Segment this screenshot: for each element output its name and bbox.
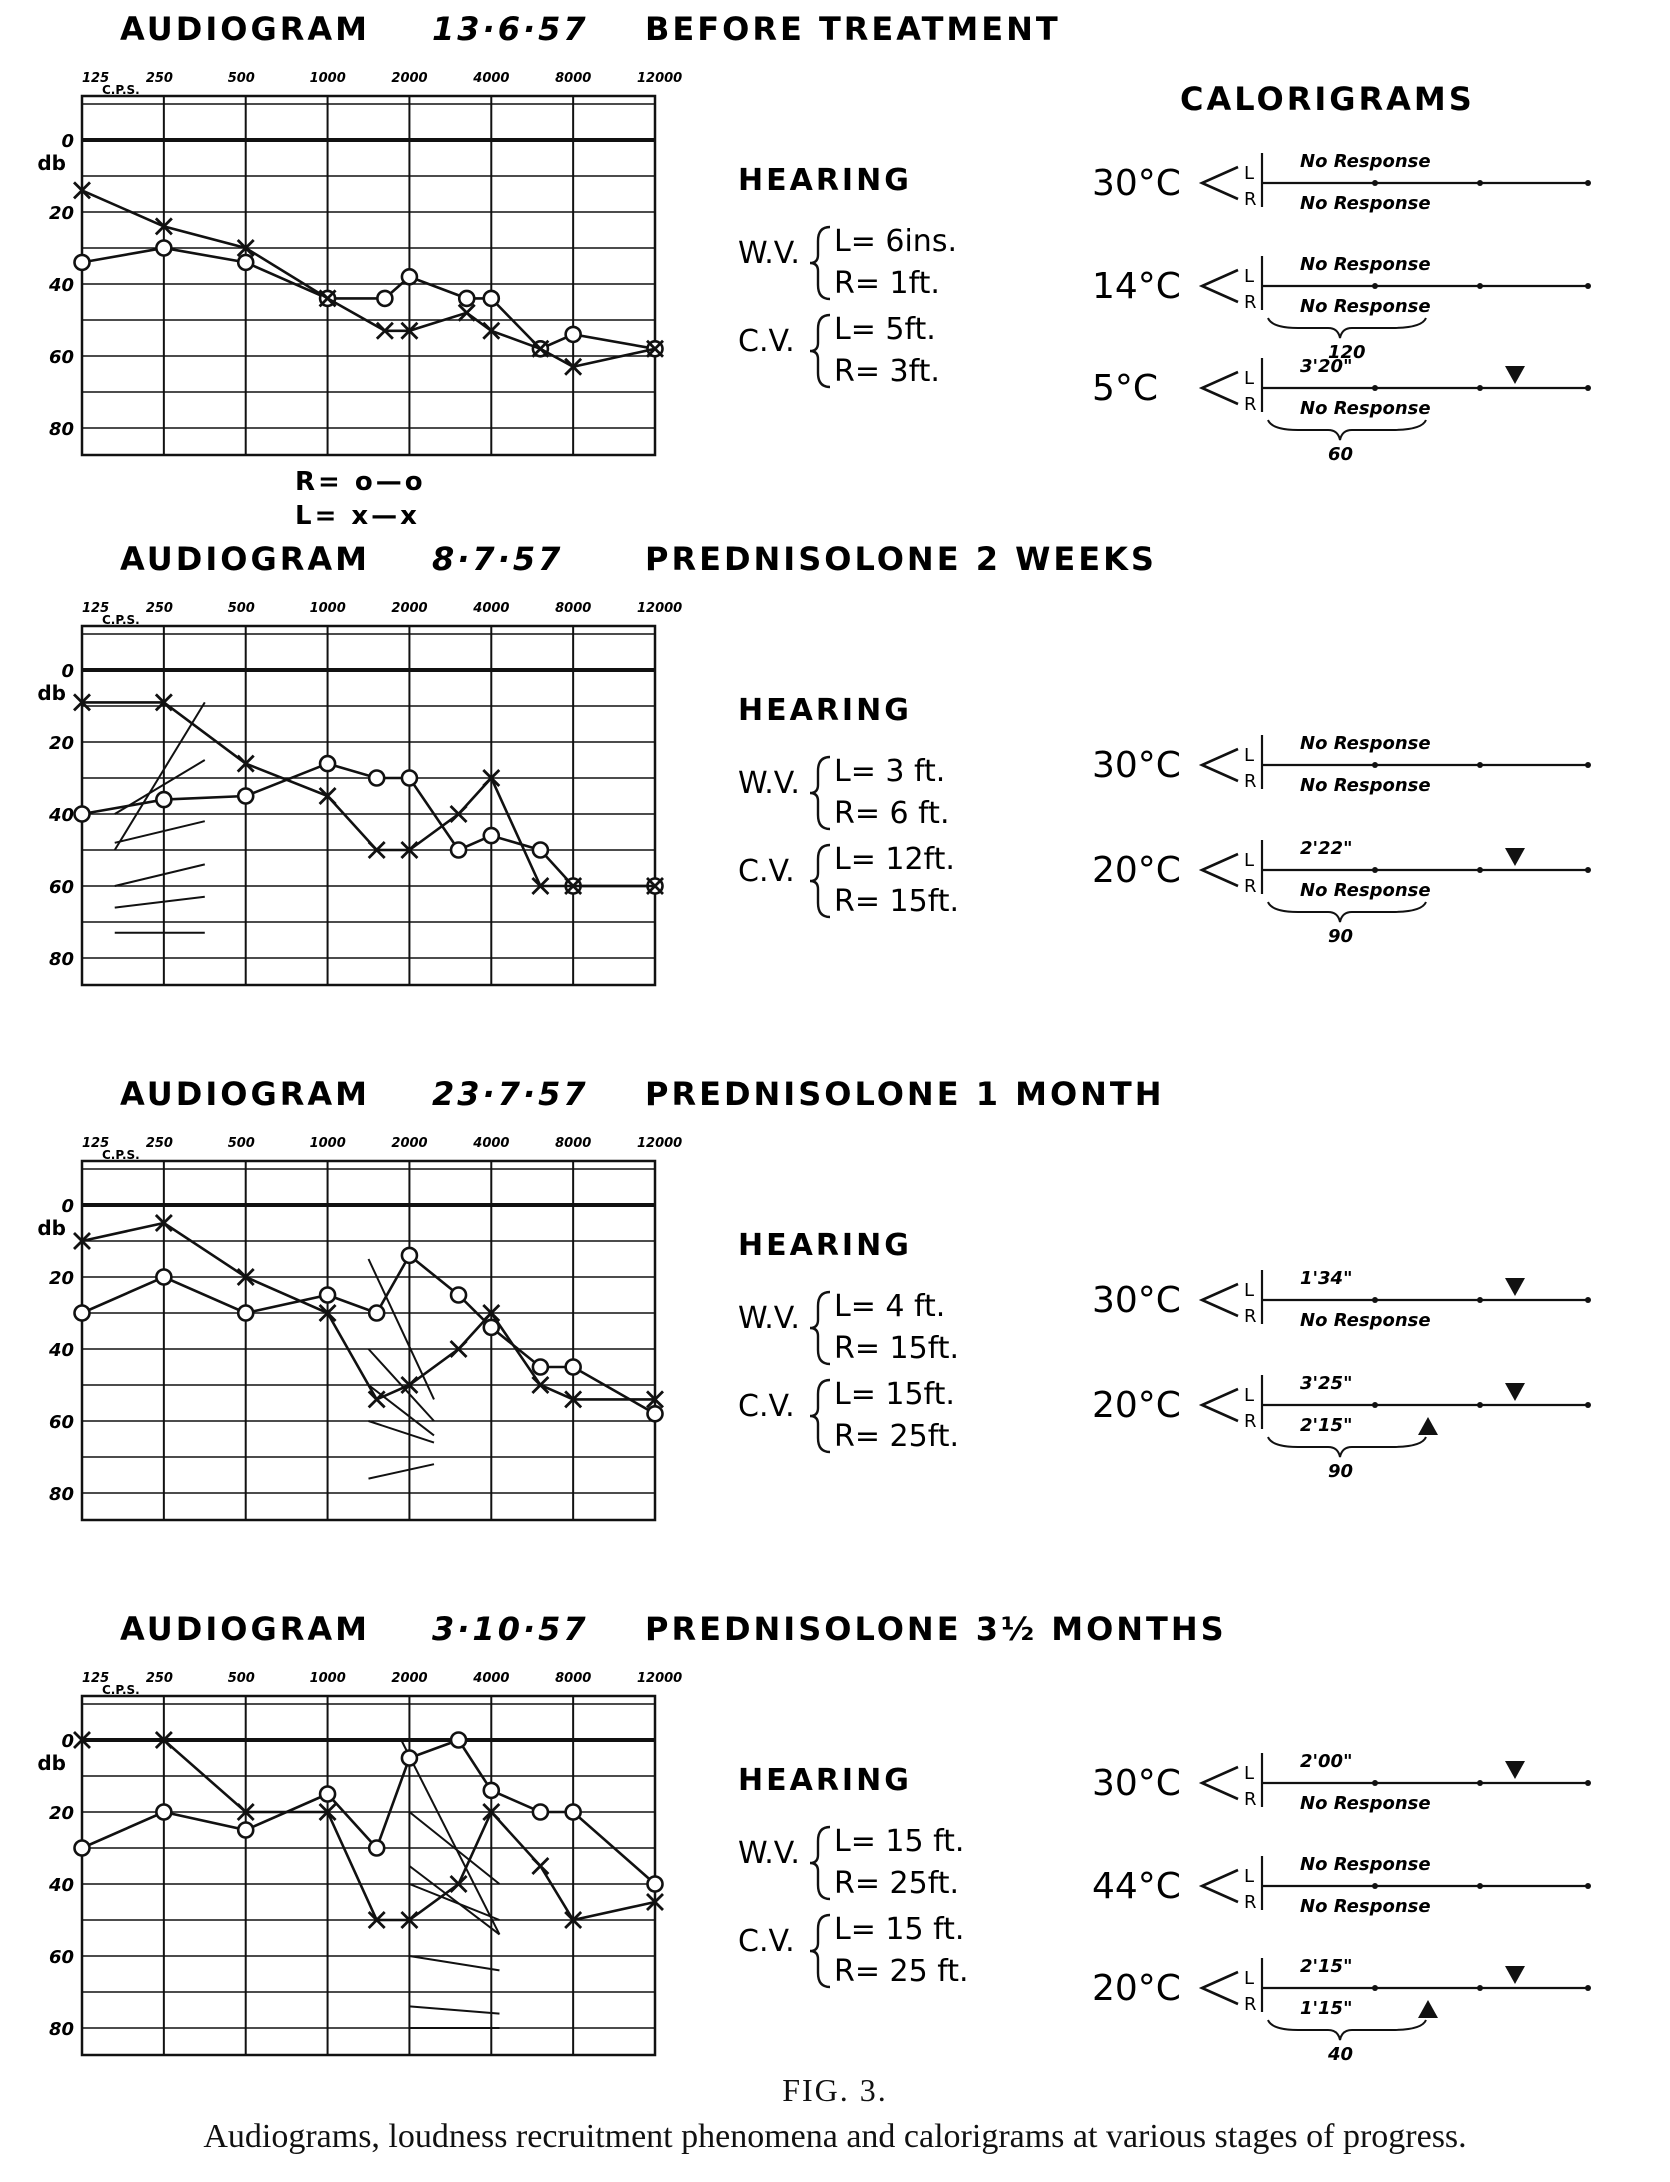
y-tick-label: 20 (48, 203, 74, 224)
x-tick-label: 500 (227, 601, 255, 616)
y-tick-label: 20 (48, 733, 74, 754)
data-point-right (459, 291, 474, 306)
calorigram-left-text: No Response (1300, 151, 1431, 172)
grid-frame (82, 1161, 655, 1520)
timeline-dot (1372, 1985, 1378, 1991)
data-point-right (533, 843, 548, 858)
arrow-down-icon (1505, 366, 1525, 384)
brace (810, 227, 830, 299)
calorigram-right-text: No Response (1300, 296, 1431, 317)
calorigram-row (1092, 356, 1591, 465)
grid-frame (82, 1696, 655, 2055)
cv-right-value: R= 25 ft. (834, 1954, 969, 1989)
calorigram-right-text: No Response (1300, 775, 1431, 796)
audiogram-date: 13·6·57 (432, 10, 589, 48)
wv-label: W.V. (738, 1301, 800, 1336)
calorigram-left-text: 3'25" (1300, 1373, 1353, 1394)
cv-label: C.V. (738, 1924, 795, 1959)
y-tick-label: 0 (61, 131, 74, 152)
calorigram-left-text: No Response (1300, 733, 1431, 754)
calorigram-temperature: 20°C (1092, 1968, 1181, 2009)
y-tick-label: 80 (48, 1484, 74, 1505)
cv-left-value: L= 15ft. (834, 1377, 955, 1412)
cv-label: C.V. (738, 324, 795, 359)
brace (810, 1915, 830, 1987)
calorigram-row (1092, 1268, 1591, 1331)
brace (810, 315, 830, 387)
calorigram-row (1092, 1956, 1591, 2065)
under-brace (1268, 902, 1426, 922)
data-point-right (451, 843, 466, 858)
audiogram-date: 3·10·57 (432, 1610, 589, 1648)
audiogram-date: 8·7·57 (432, 540, 564, 578)
wv-right-value: R= 6 ft. (834, 796, 950, 831)
audiogram-stage: PREDNISOLONE 1 MONTH (645, 1075, 1165, 1113)
y-tick-label: 40 (48, 275, 74, 296)
recruitment-line (115, 702, 205, 850)
timeline-dot (1585, 1780, 1591, 1786)
data-point-right (533, 1805, 548, 1820)
ear-label-r: R (1244, 1306, 1257, 1327)
data-point-right (238, 255, 253, 270)
cv-right-value: R= 3ft. (834, 354, 940, 389)
calorigram-right-text: No Response (1300, 193, 1431, 214)
series-line-L (82, 1740, 655, 1920)
data-point-left (369, 1391, 385, 1407)
audiogram-stage: PREDNISOLONE 2 WEEKS (645, 540, 1157, 578)
arrow-down-icon (1505, 1966, 1525, 1984)
cv-right-value: R= 15ft. (834, 884, 960, 919)
calorigram-temperature: 30°C (1092, 163, 1181, 204)
brace (810, 1380, 830, 1452)
data-point-right (377, 291, 392, 306)
angle-bracket (1202, 749, 1238, 781)
data-point-right (648, 1877, 663, 1892)
calorigram-row (1092, 838, 1591, 947)
calorigram-left-text: No Response (1300, 1854, 1431, 1875)
timeline-dot (1477, 385, 1483, 391)
calorigram-left-text: 2'22" (1300, 838, 1353, 859)
y-tick-label: 80 (48, 2019, 74, 2040)
arrow-down-icon (1505, 1383, 1525, 1401)
x-tick-label: 500 (227, 71, 255, 86)
data-point-right (156, 1805, 171, 1820)
calorigram-right-text: No Response (1300, 880, 1431, 901)
wv-right-value: R= 15ft. (834, 1331, 960, 1366)
data-point-right (238, 1823, 253, 1838)
audiogram-panel-3 (37, 1075, 1591, 1520)
timeline-dot (1372, 867, 1378, 873)
timeline-dot (1372, 1883, 1378, 1889)
brace (810, 1827, 830, 1899)
x-tick-label: 500 (227, 1671, 255, 1686)
x-tick-label: 4000 (473, 601, 510, 616)
under-brace (1268, 1437, 1426, 1457)
angle-bracket (1202, 372, 1238, 404)
timeline-dot (1585, 180, 1591, 186)
recruitment-line (369, 1421, 434, 1443)
calorigram-left-text: 3'20" (1300, 356, 1353, 377)
audiogram-panel-4 (37, 1610, 1591, 2065)
calorigram-row (1092, 151, 1591, 214)
data-point-right (75, 1306, 90, 1321)
ear-label-r: R (1244, 1411, 1257, 1432)
recruitment-line (115, 821, 205, 843)
arrow-up-icon (1418, 2000, 1438, 2018)
data-point-right (156, 792, 171, 807)
x-tick-label: 4000 (473, 1671, 510, 1686)
calorigram-row (1092, 1854, 1591, 1917)
brace (810, 1292, 830, 1364)
cv-left-value: L= 5ft. (834, 312, 936, 347)
wv-label: W.V. (738, 236, 800, 271)
data-point-right (566, 327, 581, 342)
arrow-up-icon (1418, 1417, 1438, 1435)
y-tick-label: 0 (61, 1731, 74, 1752)
angle-bracket (1202, 167, 1238, 199)
x-tick-label: 125 (82, 1136, 110, 1151)
data-point-right (484, 291, 499, 306)
audiogram-title: AUDIOGRAM (120, 1610, 370, 1648)
calorigram-duration-below: 90 (1328, 926, 1354, 947)
calorigram-temperature: 14°C (1092, 266, 1181, 307)
recruitment-line (409, 2006, 499, 2013)
wv-label: W.V. (738, 1836, 800, 1871)
y-tick-label: 0 (61, 1196, 74, 1217)
x-tick-label: 8000 (555, 1136, 592, 1151)
timeline-dot (1477, 1780, 1483, 1786)
calorigram-left-text: 2'15" (1300, 1956, 1353, 1977)
calorigram-right-text: No Response (1300, 1310, 1431, 1331)
calorigram-right-text: 2'15" (1300, 1415, 1353, 1436)
calorigram-row (1092, 1751, 1591, 1814)
x-tick-label: 8000 (555, 601, 592, 616)
timeline-dot (1477, 1402, 1483, 1408)
x-tick-label: 12000 (637, 1136, 683, 1151)
recruitment-line (115, 864, 205, 886)
calorigram-left-text: 1'34" (1300, 1268, 1353, 1289)
figure-label: FIG. 3. (782, 2072, 888, 2108)
calorigram-row (1092, 1373, 1591, 1482)
y-tick-label: 60 (48, 1947, 74, 1968)
y-tick-label: 80 (48, 419, 74, 440)
calorigram-temperature: 44°C (1092, 1866, 1181, 1907)
calorigram-duration-below: 40 (1328, 2044, 1354, 2065)
calorigram-temperature: 30°C (1092, 1280, 1181, 1321)
ear-label-r: R (1244, 771, 1257, 792)
y-unit-label: db (37, 1216, 66, 1240)
timeline-dot (1372, 385, 1378, 391)
audiogram-panel-1 (37, 10, 1591, 465)
ear-label-l: L (1244, 163, 1255, 184)
grid-frame (82, 96, 655, 455)
data-point-right (402, 1248, 417, 1263)
data-point-right (648, 1406, 663, 1421)
data-point-right (566, 1805, 581, 1820)
data-point-right (533, 1360, 548, 1375)
timeline-dot (1477, 867, 1483, 873)
data-point-right (320, 1787, 335, 1802)
x-tick-label: 2000 (391, 601, 428, 616)
cv-left-value: L= 12ft. (834, 842, 955, 877)
cv-label: C.V. (738, 854, 795, 889)
x-tick-label: 250 (145, 71, 173, 86)
timeline-dot (1372, 1297, 1378, 1303)
timeline-dot (1477, 1297, 1483, 1303)
x-tick-label: 500 (227, 1136, 255, 1151)
timeline-dot (1585, 283, 1591, 289)
ear-label-r: R (1244, 876, 1257, 897)
x-tick-label: 12000 (637, 71, 683, 86)
data-point-right (484, 828, 499, 843)
x-tick-label: 125 (82, 601, 110, 616)
data-point-right (238, 789, 253, 804)
cv-label: C.V. (738, 1389, 795, 1424)
y-tick-label: 60 (48, 347, 74, 368)
data-point-right (566, 1360, 581, 1375)
y-tick-label: 80 (48, 949, 74, 970)
y-tick-label: 60 (48, 877, 74, 898)
calorigram-right-text: No Response (1300, 1793, 1431, 1814)
data-point-right (156, 1270, 171, 1285)
data-point-right (484, 1783, 499, 1798)
x-tick-label: 2000 (391, 1136, 428, 1151)
data-point-right (75, 807, 90, 822)
x-tick-label: 8000 (555, 71, 592, 86)
timeline-dot (1585, 1985, 1591, 1991)
timeline-dot (1585, 867, 1591, 873)
x-tick-label: 8000 (555, 1671, 592, 1686)
angle-bracket (1202, 1389, 1238, 1421)
under-brace (1268, 2020, 1426, 2040)
x-tick-label: 125 (82, 71, 110, 86)
ear-label-l: L (1244, 266, 1255, 287)
ear-label-l: L (1244, 1866, 1255, 1887)
timeline-dot (1585, 1402, 1591, 1408)
audiogram-title: AUDIOGRAM (120, 1075, 370, 1113)
data-point-right (369, 1306, 384, 1321)
data-point-right (75, 1841, 90, 1856)
data-point-left (532, 1858, 548, 1874)
y-tick-label: 40 (48, 1875, 74, 1896)
angle-bracket (1202, 854, 1238, 886)
ear-label-l: L (1244, 850, 1255, 871)
y-unit-label: db (37, 1751, 66, 1775)
timeline-dot (1372, 762, 1378, 768)
audiogram-date: 23·7·57 (432, 1075, 589, 1113)
timeline-dot (1477, 1883, 1483, 1889)
timeline-dot (1585, 1297, 1591, 1303)
timeline-dot (1585, 385, 1591, 391)
wv-label: W.V. (738, 766, 800, 801)
data-point-right (75, 255, 90, 270)
calorigram-left-text: 2'00" (1300, 1751, 1353, 1772)
data-point-right (402, 1751, 417, 1766)
calorigram-temperature: 20°C (1092, 1385, 1181, 1426)
ear-label-l: L (1244, 1968, 1255, 1989)
x-tick-label: 250 (145, 1136, 173, 1151)
y-unit-label: db (37, 151, 66, 175)
arrow-down-icon (1505, 1278, 1525, 1296)
data-point-right (320, 1288, 335, 1303)
calorigram-right-text: No Response (1300, 1896, 1431, 1917)
timeline-dot (1477, 180, 1483, 186)
hearing-heading: HEARING (738, 163, 912, 198)
data-point-right (156, 241, 171, 256)
calorigram-temperature: 20°C (1092, 850, 1181, 891)
cv-left-value: L= 15 ft. (834, 1912, 965, 1947)
timeline-dot (1477, 762, 1483, 768)
data-point-right (451, 1288, 466, 1303)
under-brace (1268, 420, 1426, 440)
x-tick-label: 2000 (391, 1671, 428, 1686)
x-unit-label: C.P.S. (102, 1683, 140, 1697)
angle-bracket (1202, 1767, 1238, 1799)
ear-label-l: L (1244, 1280, 1255, 1301)
calorigram-duration-below: 120 (1328, 342, 1366, 363)
wv-left-value: L= 6ins. (834, 224, 957, 259)
recruitment-line (115, 897, 205, 908)
calorigram-right-text: No Response (1300, 398, 1431, 419)
x-unit-label: C.P.S. (102, 83, 140, 97)
arrow-down-icon (1505, 848, 1525, 866)
angle-bracket (1202, 270, 1238, 302)
legend-left: L= x—x (295, 501, 420, 531)
calorigram-left-text: No Response (1300, 254, 1431, 275)
wv-right-value: R= 25ft. (834, 1866, 960, 1901)
calorigram-temperature: 30°C (1092, 745, 1181, 786)
ear-label-r: R (1244, 292, 1257, 313)
data-point-right (402, 771, 417, 786)
recruitment-line (409, 1866, 499, 1934)
ear-label-l: L (1244, 1385, 1255, 1406)
ear-label-r: R (1244, 1994, 1257, 2015)
timeline-dot (1372, 1780, 1378, 1786)
x-tick-label: 1000 (309, 601, 346, 616)
audiogram-title: AUDIOGRAM (120, 540, 370, 578)
recruitment-line (401, 1740, 499, 1934)
data-point-right (238, 1306, 253, 1321)
audiogram-panels (37, 10, 1591, 2065)
brace (810, 757, 830, 829)
x-tick-label: 4000 (473, 71, 510, 86)
audiogram-stage: BEFORE TREATMENT (645, 10, 1061, 48)
x-tick-label: 12000 (637, 601, 683, 616)
x-tick-label: 250 (145, 601, 173, 616)
timeline-dot (1477, 1985, 1483, 1991)
timeline-dot (1477, 283, 1483, 289)
calorigram-row (1092, 733, 1591, 796)
legend-right: R= o—o (295, 467, 426, 497)
ear-label-l: L (1244, 368, 1255, 389)
y-tick-label: 20 (48, 1268, 74, 1289)
hearing-heading: HEARING (738, 693, 912, 728)
timeline-dot (1372, 1402, 1378, 1408)
angle-bracket (1202, 1870, 1238, 1902)
ear-label-r: R (1244, 1789, 1257, 1810)
x-tick-label: 4000 (473, 1136, 510, 1151)
audiogram-panel-2 (37, 540, 1591, 985)
y-tick-label: 60 (48, 1412, 74, 1433)
under-brace (1268, 318, 1426, 338)
calorigram-temperature: 30°C (1092, 1763, 1181, 1804)
y-tick-label: 40 (48, 805, 74, 826)
recruitment-line (369, 1464, 434, 1478)
y-tick-label: 40 (48, 1340, 74, 1361)
ear-label-l: L (1244, 745, 1255, 766)
timeline-dot (1372, 283, 1378, 289)
hearing-heading: HEARING (738, 1763, 912, 1798)
arrow-down-icon (1505, 1761, 1525, 1779)
timeline-dot (1585, 1883, 1591, 1889)
wv-left-value: L= 3 ft. (834, 754, 946, 789)
data-point-right (451, 1733, 466, 1748)
calorigrams-title: CALORIGRAMS (1180, 80, 1475, 118)
wv-right-value: R= 1ft. (834, 266, 940, 301)
x-tick-label: 250 (145, 1671, 173, 1686)
wv-left-value: L= 4 ft. (834, 1289, 946, 1324)
x-tick-label: 12000 (637, 1671, 683, 1686)
x-unit-label: C.P.S. (102, 613, 140, 627)
x-tick-label: 1000 (309, 1671, 346, 1686)
x-tick-label: 125 (82, 1671, 110, 1686)
y-unit-label: db (37, 681, 66, 705)
ear-label-r: R (1244, 189, 1257, 210)
cv-right-value: R= 25ft. (834, 1419, 960, 1454)
audiogram-title: AUDIOGRAM (120, 10, 370, 48)
x-tick-label: 1000 (309, 71, 346, 86)
x-unit-label: C.P.S. (102, 1148, 140, 1162)
data-point-right (320, 756, 335, 771)
hearing-heading: HEARING (738, 1228, 912, 1263)
calorigram-row (1092, 254, 1591, 363)
angle-bracket (1202, 1972, 1238, 2004)
y-tick-label: 20 (48, 1803, 74, 1824)
recruitment-line (409, 1956, 499, 1970)
calorigram-right-text: 1'15" (1300, 1998, 1353, 2019)
calorigram-temperature: 5°C (1092, 368, 1159, 409)
data-point-right (369, 1841, 384, 1856)
audiogram-stage: PREDNISOLONE 3½ MONTHS (645, 1610, 1227, 1648)
x-tick-label: 2000 (391, 71, 428, 86)
y-tick-label: 0 (61, 661, 74, 682)
calorigram-duration-below: 90 (1328, 1461, 1354, 1482)
data-point-right (369, 771, 384, 786)
ear-label-r: R (1244, 1892, 1257, 1913)
data-point-right (402, 269, 417, 284)
x-tick-label: 1000 (309, 1136, 346, 1151)
wv-left-value: L= 15 ft. (834, 1824, 965, 1859)
brace (810, 845, 830, 917)
ear-label-l: L (1244, 1763, 1255, 1784)
angle-bracket (1202, 1284, 1238, 1316)
ear-label-r: R (1244, 394, 1257, 415)
timeline-dot (1372, 180, 1378, 186)
calorigram-duration-below: 60 (1328, 444, 1354, 465)
figure-caption: Audiograms, loudness recruitment phenomena and calorigrams at various stages of progress. (203, 2118, 1467, 2155)
timeline-dot (1585, 762, 1591, 768)
